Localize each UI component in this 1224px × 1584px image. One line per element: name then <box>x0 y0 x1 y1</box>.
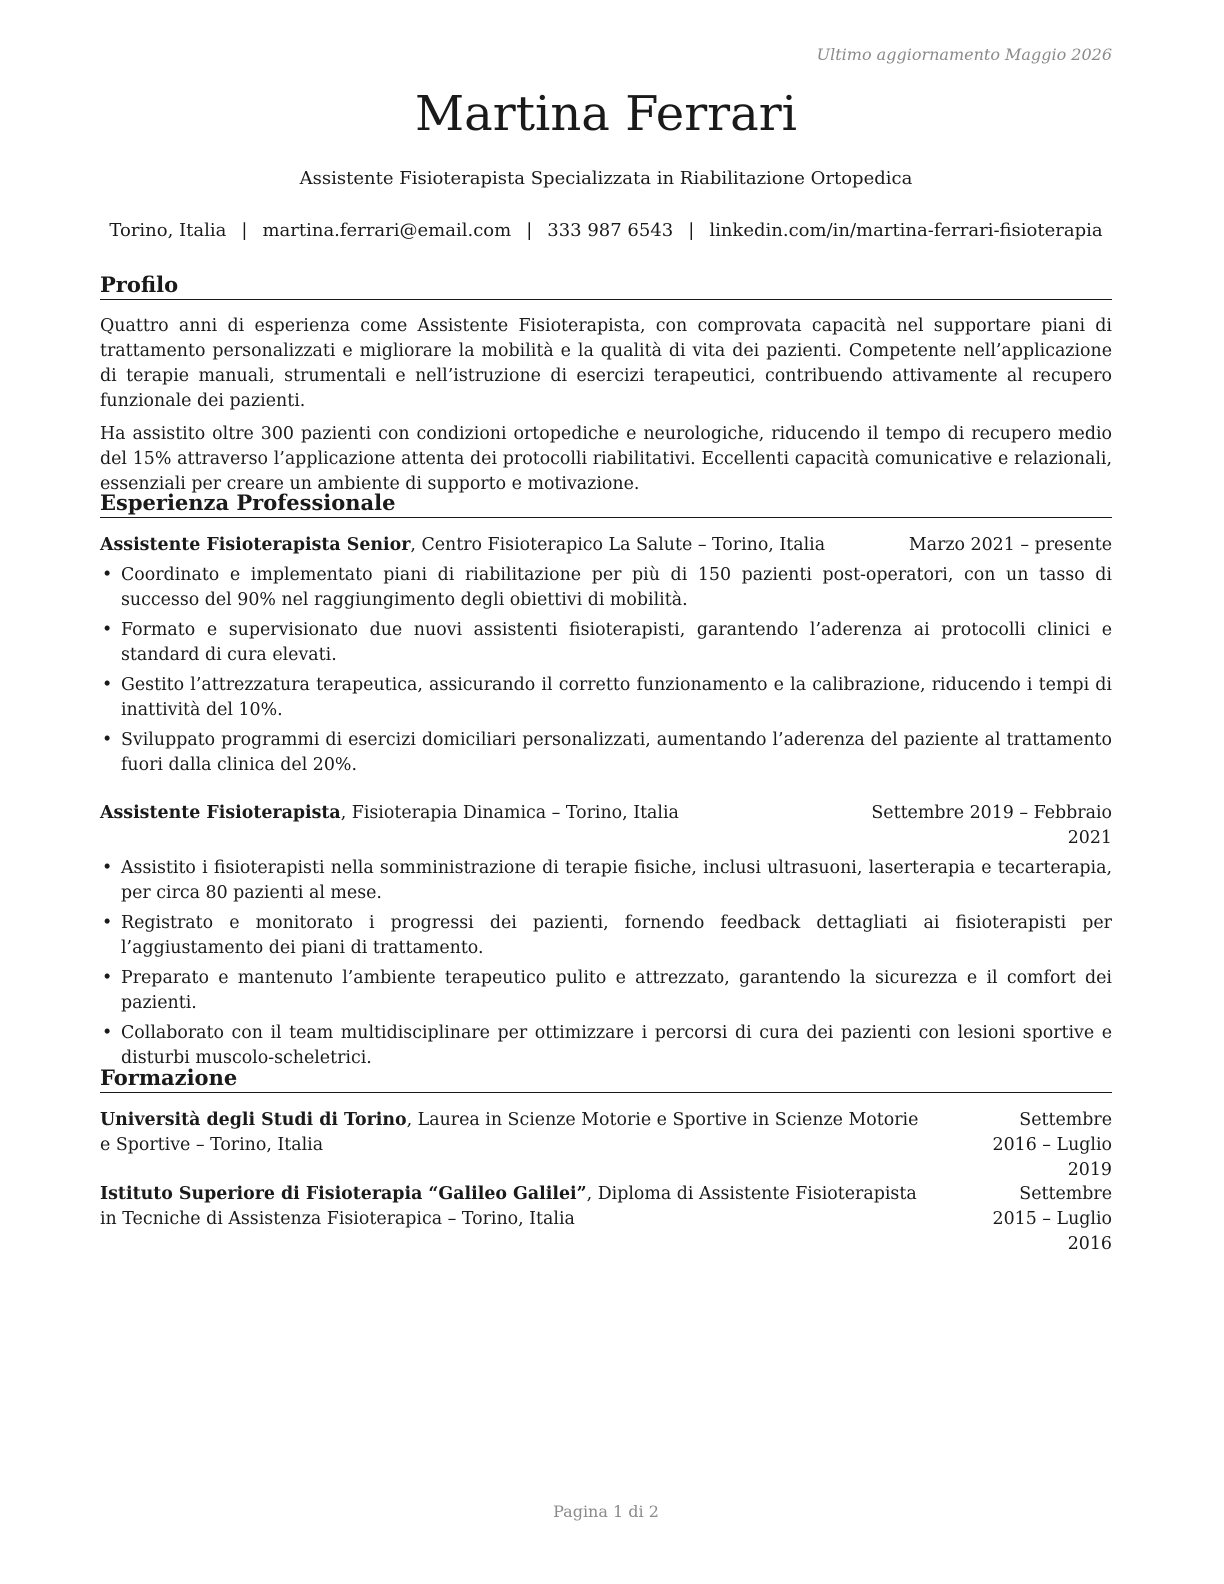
resume-page <box>100 0 1112 1584</box>
education-description <box>100 1108 972 1158</box>
list-item: • Coordinato e implementato piani di riabilitazione per più di 150 pazienti post-operatori, con un tasso di successo del 90% nel raggiungimento degli obiettivi di mobilità. <box>100 563 1112 613</box>
list-item: • Registrato e monitorato i progressi dei pazienti, fornendo feedback dettagliati ai fisioterapisti per l’aggiustamento dei piani di trattamento. <box>100 911 1112 961</box>
job-role: Assistente Fisioterapista <box>100 803 341 823</box>
list-item: • Assistito i fisioterapisti nella somministrazione di terapie fisiche, inclusi ultrasuoni, laserterapia e tecarterapia, per circa 80 pazienti al mese. <box>100 856 1112 906</box>
education-item <box>100 1108 1112 1180</box>
education-description <box>100 1182 972 1232</box>
last-updated-note: Ultimo aggiornamento Maggio 2026 <box>816 45 1112 64</box>
profile-section <box>100 314 1112 505</box>
education-dates <box>972 1108 1112 1183</box>
contact-separator: | <box>241 220 248 241</box>
job-title-line <box>100 801 679 826</box>
job-role: Assistente Fisioterapista Senior <box>100 535 411 555</box>
job-header <box>100 801 1112 848</box>
list-item: • Collaborato con il team multidisciplinare per ottimizzare i percorsi di cura dei pazienti con lesioni sportive e disturbi muscolo-scheletrici. <box>100 1021 1112 1071</box>
candidate-headline: Assistente Fisioterapista Specializzata in Riabilitazione Ortopedica <box>299 168 913 189</box>
contact-phone: 333 987 6543 <box>547 220 674 241</box>
profile-paragraph: Ha assistito oltre 300 pazienti con condizioni ortopediche e neurologiche, riducendo il tempo di recupero medio del 15% attraverso l’applicazione attenta dei protocolli riabilitativi. Eccellenti capacità comunicative e relazionali, essenziali per creare un ambiente di supporto e motivazione. <box>100 424 1112 494</box>
job-employer: , Centro Fisioterapico La Salute – Torino, Italia <box>410 535 826 555</box>
list-item: • Sviluppato programmi di esercizi domiciliari personalizzati, aumentando l’aderenza del paziente al trattamento fuori dalla clinica del 20%. <box>100 728 1112 778</box>
education-dates-line: Settembre 2016 – Luglio <box>992 1110 1112 1155</box>
education-dates-line: 2019 <box>1067 1160 1112 1180</box>
job-dates <box>871 801 1112 851</box>
job-bullets <box>100 856 1112 1076</box>
section-title-profile: Profilo <box>100 272 1112 300</box>
job-dates-line: 2021 <box>1067 828 1112 848</box>
list-item: • Formato e supervisionato due nuovi assistenti fisioterapisti, garantendo l’aderenza ai protocolli clinici e standard di cura elevati. <box>100 618 1112 668</box>
contact-separator: | <box>688 220 695 241</box>
job-title-line <box>100 533 825 558</box>
education-degree: , Laurea in Scienze Motorie e Sportive in Scienze Motorie <box>406 1110 919 1130</box>
education-dates-line: Settembre 2015 – Luglio <box>992 1184 1112 1229</box>
education-degree: , Diploma di Assistente Fisioterapista <box>586 1184 917 1204</box>
job-bullets <box>100 563 1112 783</box>
list-item: • Preparato e mantenuto l’ambiente terapeutico pulito e attrezzato, garantendo la sicurezza e il comfort dei pazienti. <box>100 966 1112 1016</box>
education-school: Università degli Studi di Torino <box>100 1110 407 1130</box>
section-title-education: Formazione <box>100 1065 1112 1093</box>
profile-paragraph: Quattro anni di esperienza come Assistente Fisioterapista, con comprovata capacità nel supportare piani di trattamento personalizzati e migliorare la mobilità e la qualità di vita dei pazienti. Competente nell’applicazione di terapie manuali, strumentali e nell’istruzione di esercizi terapeutici, contribuendo attivamente al recupero funzionale dei pazienti. <box>100 316 1112 411</box>
contact-email[interactable]: martina.ferrari@email.com <box>262 220 512 241</box>
contact-line <box>100 220 1112 241</box>
education-dates-line: 2016 <box>1067 1234 1112 1254</box>
education-dates <box>972 1182 1112 1257</box>
contact-separator: | <box>526 220 533 241</box>
contact-linkedin[interactable]: linkedin.com/in/martina-ferrari-fisioterapia <box>709 220 1103 241</box>
section-title-experience: Esperienza Professionale <box>100 490 1112 518</box>
job-employer: , Fisioterapia Dinamica – Torino, Italia <box>340 803 679 823</box>
job-dates-line: Settembre 2019 – Febbraio <box>871 803 1112 823</box>
contact-location: Torino, Italia <box>109 220 227 241</box>
list-item: • Gestito l’attrezzatura terapeutica, assicurando il corretto funzionamento e la calibrazione, riducendo i tempi di inattività del 10%. <box>100 673 1112 723</box>
page-number: Pagina 1 di 2 <box>553 1502 659 1521</box>
education-degree-cont: in Tecniche di Assistenza Fisioterapica – Torino, Italia <box>100 1209 575 1229</box>
education-item <box>100 1182 1112 1254</box>
job-header <box>100 533 1112 558</box>
candidate-name: Martina Ferrari <box>414 86 798 142</box>
job-dates: Marzo 2021 – presente <box>908 535 1112 555</box>
education-school: Istituto Superiore di Fisioterapia “Galileo Galilei” <box>100 1184 587 1204</box>
education-degree-cont: e Sportive – Torino, Italia <box>100 1135 324 1155</box>
